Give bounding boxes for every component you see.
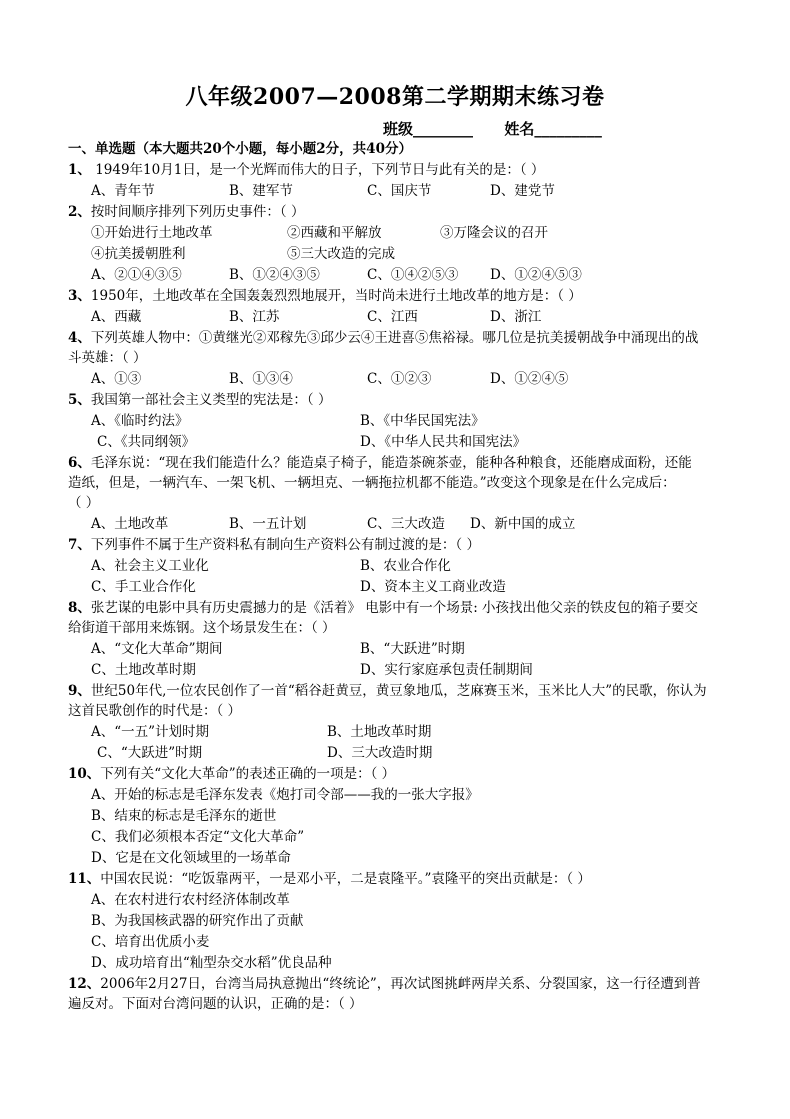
option-a[interactable]: A、开始的标志是毛泽东发表《炮打司令部——我的一张大字报》 xyxy=(91,787,479,803)
exam-title: 八年级2007—2008第二学期期末练习卷 xyxy=(185,84,605,110)
option-c[interactable]: C、手工业合作化 xyxy=(91,579,196,595)
question-11 xyxy=(68,870,591,888)
question-text-continued: 给街道干部用来炼钢。这个场景发生在：（ ） xyxy=(68,620,336,636)
question-text: 下列英雄人物中：①黄继光②邓稼先③邱少云④王进喜⑤焦裕禄。哪几位是抗美援朝战争中涌现出的战 xyxy=(90,330,699,346)
question-text: 我国第一部社会主义类型的宪法是：（ ） xyxy=(90,392,332,408)
question-number: 8、 xyxy=(68,600,91,616)
option-b[interactable]: B、建军节 xyxy=(229,183,293,199)
option-d[interactable]: D、建党节 xyxy=(490,183,555,199)
option-c[interactable]: C、土地改革时期 xyxy=(91,662,196,678)
option-b[interactable]: B、①②④③⑤ xyxy=(229,267,320,283)
question-5 xyxy=(68,391,331,409)
question-number: 5、 xyxy=(68,392,91,408)
option-a[interactable]: A、②①④③⑤ xyxy=(91,267,182,283)
option-c[interactable]: C、江西 xyxy=(367,309,418,325)
question-text: 中国农民说：“吃饭靠两平，一是邓小平，二是袁隆平。”袁隆平的突出贡献是：（ ） xyxy=(100,871,591,887)
question-number: 11、 xyxy=(68,871,101,887)
section-heading: 一、单选题（本大题共20个小题，每小题2分，共40分） xyxy=(68,141,412,157)
question-7 xyxy=(68,536,480,554)
question-4 xyxy=(68,329,698,347)
option-a[interactable]: A、“一五”计划时期 xyxy=(91,724,210,740)
event-3: ③万隆会议的召开 xyxy=(440,225,548,241)
question-text-continued: 斗英雄：（ ） xyxy=(68,350,147,366)
question-text-continued: 造纸，但是，一辆汽车、一架飞机、一辆坦克、一辆拖拉机都不能造。”改变这个现象是在什么完成后： xyxy=(68,475,676,491)
question-number: 2、 xyxy=(68,204,91,220)
question-number: 9、 xyxy=(68,683,91,699)
option-c[interactable]: C、①④②⑤③ xyxy=(367,267,459,283)
question-number: 3、 xyxy=(68,288,91,304)
event-2: ②西藏和平解放 xyxy=(287,225,382,241)
option-c[interactable]: C、培育出优质小麦 xyxy=(91,934,210,950)
event-4: ④抗美援朝胜利 xyxy=(91,246,186,262)
option-b[interactable]: B、一五计划 xyxy=(229,516,307,532)
student-info xyxy=(383,118,602,139)
option-a[interactable]: A、《临时约法》 xyxy=(91,413,189,429)
option-b[interactable]: B、为我国核武器的研究作出了贡献 xyxy=(91,913,304,929)
question-text: 1950年，土地改革在全国轰轰烈烈地展开，当时尚未进行土地改革的地方是：（ ） xyxy=(90,288,582,304)
option-d[interactable]: D、成功培育出“籼型杂交水稻”优良品种 xyxy=(91,955,332,971)
option-d[interactable]: D、①②④⑤③ xyxy=(490,267,582,283)
option-a[interactable]: A、社会主义工业化 xyxy=(91,558,209,574)
option-c[interactable]: C、①②③ xyxy=(367,371,432,387)
option-c[interactable]: C、“大跃进”时期 xyxy=(97,745,203,761)
question-number: 1、 xyxy=(68,162,91,178)
option-b[interactable]: B、①③④ xyxy=(229,371,293,387)
question-1 xyxy=(68,161,544,179)
option-a[interactable]: A、在农村进行农村经济体制改革 xyxy=(91,892,290,908)
question-text: 下列事件不属于生产资料私有制向生产资料公有制过渡的是：（ ） xyxy=(90,537,480,553)
answer-bracket: （ ） xyxy=(68,495,100,511)
question-number: 10、 xyxy=(68,766,101,782)
option-b[interactable]: B、结束的标志是毛泽东的逝世 xyxy=(91,808,277,824)
option-d[interactable]: D、实行家庭承包责任制期间 xyxy=(360,662,533,678)
question-8 xyxy=(68,599,698,617)
question-text-continued: 遍反对。下面对台湾问题的认识，正确的是：（ ） xyxy=(68,996,363,1012)
question-text: 1949年10月1日，是一个光辉而伟大的日子，下列节日与此有关的是：（ ） xyxy=(90,162,545,178)
option-b[interactable]: B、“大跃进”时期 xyxy=(360,641,465,657)
option-d[interactable]: D、浙江 xyxy=(490,309,542,325)
option-a[interactable]: A、青年节 xyxy=(91,183,155,199)
question-text-continued: 这首民歌创作的时代是：（ ） xyxy=(68,703,242,719)
option-b[interactable]: B、土地改革时期 xyxy=(327,724,432,740)
name-field[interactable]: 姓名_________ xyxy=(504,120,602,138)
question-6 xyxy=(68,454,692,472)
question-number: 6、 xyxy=(68,455,91,471)
question-2 xyxy=(68,203,304,221)
option-b[interactable]: B、农业合作化 xyxy=(360,558,451,574)
option-d[interactable]: D、资本主义工商业改造 xyxy=(360,579,506,595)
question-text: 下列有关“文化大革命”的表述正确的一项是：（ ） xyxy=(100,766,396,782)
option-b[interactable]: B、江苏 xyxy=(229,309,280,325)
option-d[interactable]: D、它是在文化领域里的一场革命 xyxy=(91,850,291,866)
option-c[interactable]: C、三大改造 xyxy=(367,516,445,532)
question-10 xyxy=(68,765,395,783)
option-c[interactable]: C、国庆节 xyxy=(367,183,432,199)
option-a[interactable]: A、土地改革 xyxy=(91,516,169,532)
question-text: 按时间顺序排列下列历史事件：（ ） xyxy=(90,204,305,220)
class-field[interactable]: 班级________ xyxy=(383,120,474,138)
option-a[interactable]: A、西藏 xyxy=(91,309,142,325)
question-number: 4、 xyxy=(68,330,91,346)
question-number: 12、 xyxy=(68,976,101,992)
question-text: 张艺谋的电影中具有历史震撼力的是《活着》 电影中有一个场景: 小孩找出他父亲的铁皮包的箱子要交 xyxy=(90,600,699,616)
option-c[interactable]: C、我们必须根本否定“文化大革命” xyxy=(91,829,305,845)
question-12 xyxy=(68,975,701,993)
option-a[interactable]: A、①③ xyxy=(91,371,142,387)
question-text: 世纪50年代,一位农民创作了一首“稻谷赶黄豆，黄豆象地瓜，芝麻赛玉米，玉米比人大”的民歌，你认为 xyxy=(90,683,707,699)
option-d[interactable]: D、新中国的成立 xyxy=(470,516,576,532)
question-text: 毛泽东说：“现在我们能造什么？能造桌子椅子，能造茶碗茶壶，能种各种粮食，还能磨成面粉，还能 xyxy=(90,455,692,471)
option-d[interactable]: D、三大改造时期 xyxy=(327,745,433,761)
option-b[interactable]: B、《中华民国宪法》 xyxy=(360,413,485,429)
option-d[interactable]: D、《中华人民共和国宪法》 xyxy=(360,434,527,450)
option-a[interactable]: A、“文化大革命”期间 xyxy=(91,641,223,657)
option-d[interactable]: D、①②④⑤ xyxy=(490,371,569,387)
question-9 xyxy=(68,682,707,700)
question-text: 2006年2月27日，台湾当局执意抛出“终统论”，再次试图挑衅两岸关系、分裂国家，这一行径遭到普 xyxy=(100,976,701,992)
option-c[interactable]: C、《共同纲领》 xyxy=(97,434,196,450)
question-3 xyxy=(68,287,582,305)
event-1: ①开始进行土地改革 xyxy=(91,225,213,241)
question-number: 7、 xyxy=(68,537,91,553)
event-5: ⑤三大改造的完成 xyxy=(287,246,395,262)
